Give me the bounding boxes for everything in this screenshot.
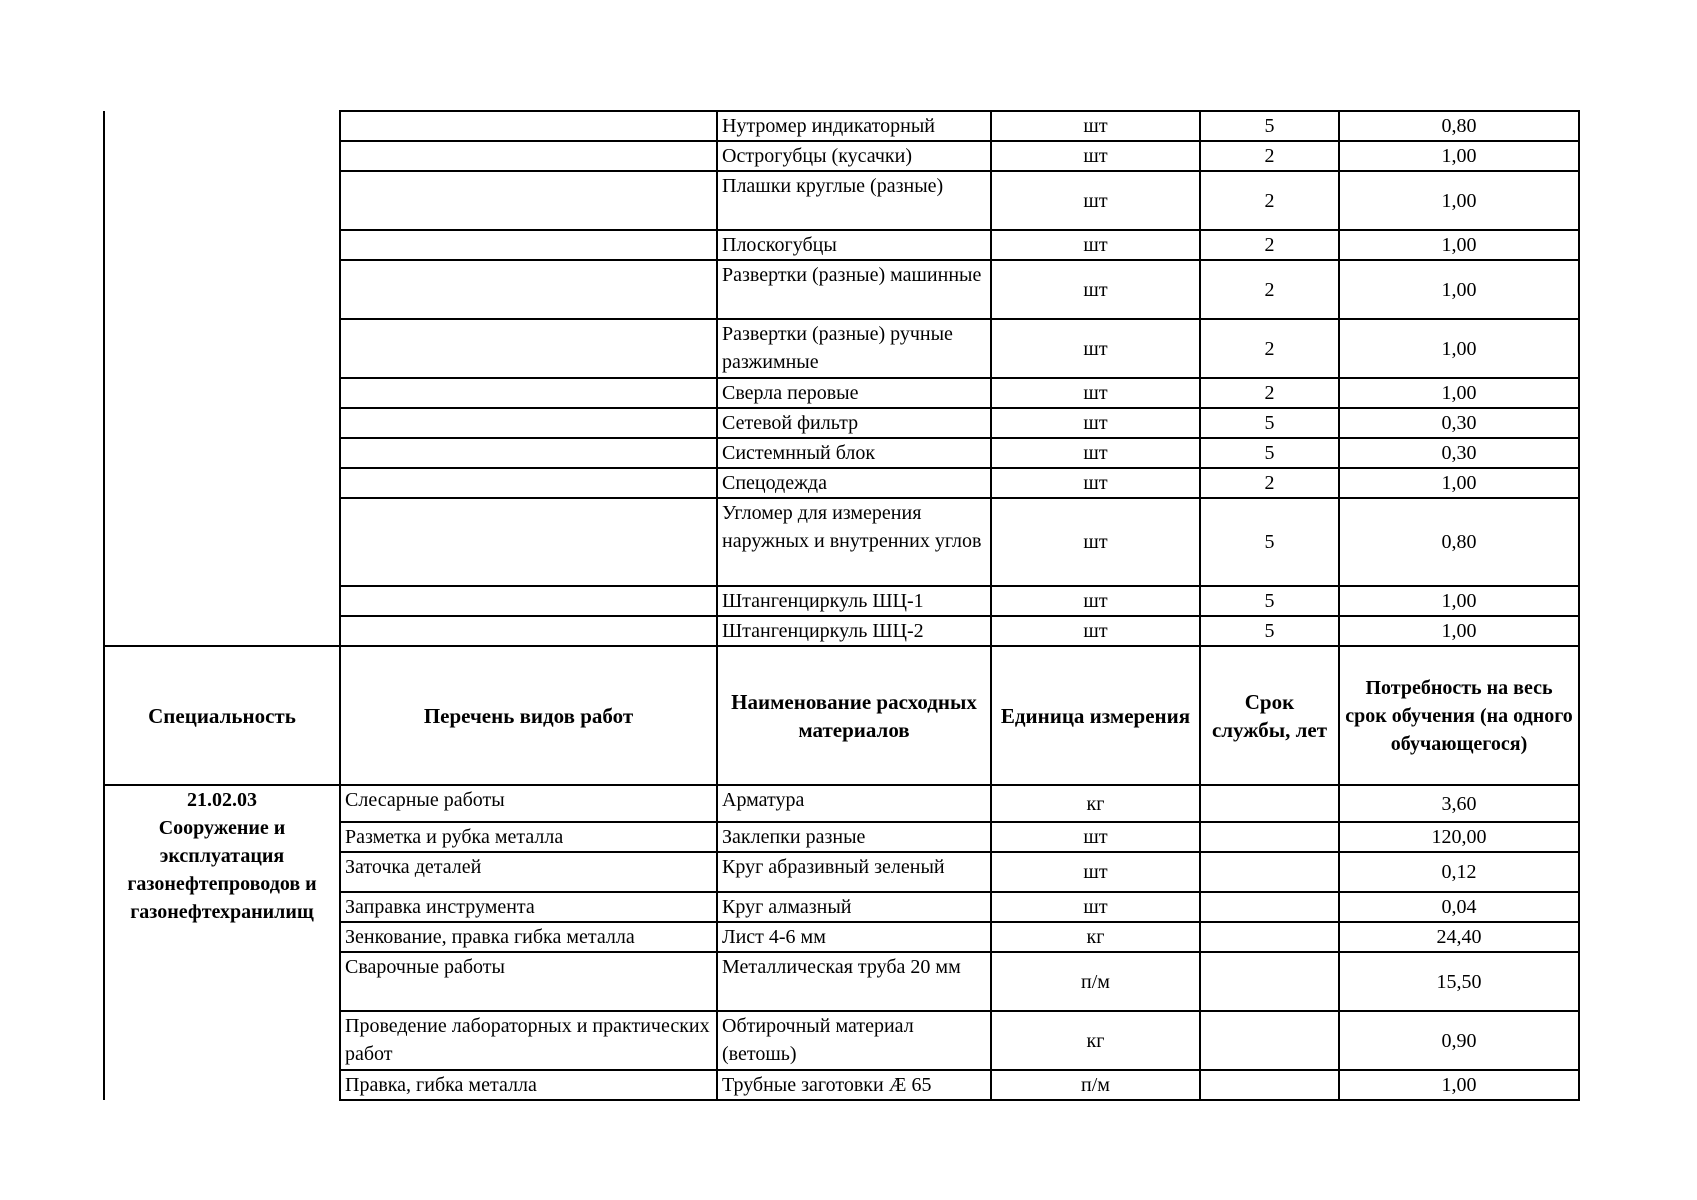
works-cell-empty <box>340 260 717 319</box>
table-row <box>104 438 1579 468</box>
equipment-life: 5 <box>1200 111 1339 141</box>
works-cell-empty <box>340 408 717 438</box>
equipment-need: 0,30 <box>1339 438 1579 468</box>
specialty-code: 21.02.03 <box>187 789 257 811</box>
specialty-cell-empty <box>104 586 340 616</box>
work-type: Заточка деталей <box>340 852 717 892</box>
specialty-cell-empty <box>104 111 340 141</box>
work-type: Слесарные работы <box>340 785 717 822</box>
works-cell-empty <box>340 141 717 171</box>
equipment-name: Развертки (разные) машинные <box>717 260 991 319</box>
specialty-cell-empty <box>104 378 340 408</box>
table-row <box>104 785 1579 822</box>
equipment-name: Штангенциркуль ШЦ-1 <box>717 586 991 616</box>
material-name: Арматура <box>717 785 991 822</box>
material-name: Трубные заготовки Æ 65 <box>717 1070 991 1100</box>
equipment-name: Системнный блок <box>717 438 991 468</box>
material-need: 15,50 <box>1339 952 1579 1011</box>
material-unit: шт <box>991 852 1200 892</box>
equipment-need: 0,80 <box>1339 111 1579 141</box>
material-need: 1,00 <box>1339 1070 1579 1100</box>
works-cell-empty <box>340 171 717 230</box>
work-type: Разметка и рубка металла <box>340 822 717 852</box>
equipment-unit: шт <box>991 230 1200 260</box>
table-row <box>104 498 1579 586</box>
work-type: Правка, гибка металла <box>340 1070 717 1100</box>
specialty-cell-empty <box>104 230 340 260</box>
specialty-cell-empty <box>104 141 340 171</box>
equipment-need: 0,80 <box>1339 498 1579 586</box>
equipment-need: 1,00 <box>1339 586 1579 616</box>
equipment-name: Спецодежда <box>717 468 991 498</box>
material-need: 0,90 <box>1339 1011 1579 1070</box>
equipment-life: 2 <box>1200 260 1339 319</box>
equipment-unit: шт <box>991 260 1200 319</box>
material-unit: шт <box>991 892 1200 922</box>
equipment-life: 2 <box>1200 141 1339 171</box>
works-cell-empty <box>340 498 717 586</box>
equipment-unit: шт <box>991 468 1200 498</box>
works-cell-empty <box>340 378 717 408</box>
material-name: Обтирочный материал (ветошь) <box>717 1011 991 1070</box>
works-cell-empty <box>340 111 717 141</box>
material-life <box>1200 822 1339 852</box>
specialty-cell <box>104 785 340 1100</box>
equipment-unit: шт <box>991 171 1200 230</box>
equipment-need: 1,00 <box>1339 378 1579 408</box>
equipment-need: 1,00 <box>1339 230 1579 260</box>
equipment-life: 2 <box>1200 468 1339 498</box>
work-type: Зенкование, правка гибка металла <box>340 922 717 952</box>
equipment-unit: шт <box>991 111 1200 141</box>
table-row <box>104 616 1579 646</box>
equipment-name: Развертки (разные) ручные разжимные <box>717 319 991 378</box>
equipment-life: 5 <box>1200 498 1339 586</box>
work-type: Заправка инструмента <box>340 892 717 922</box>
table-row <box>104 260 1579 319</box>
document-page <box>103 110 1578 1101</box>
equipment-need: 0,30 <box>1339 408 1579 438</box>
header-works: Перечень видов работ <box>340 646 717 785</box>
material-unit: п/м <box>991 1070 1200 1100</box>
material-unit: п/м <box>991 952 1200 1011</box>
material-unit: кг <box>991 1011 1200 1070</box>
material-need: 120,00 <box>1339 822 1579 852</box>
table-header <box>104 646 1579 785</box>
equipment-name: Сетевой фильтр <box>717 408 991 438</box>
equipment-life: 2 <box>1200 171 1339 230</box>
specialty-cell-empty <box>104 468 340 498</box>
material-name: Металлическая труба 20 мм <box>717 952 991 1011</box>
equipment-need: 1,00 <box>1339 171 1579 230</box>
material-name: Круг алмазный <box>717 892 991 922</box>
equipment-unit: шт <box>991 586 1200 616</box>
equipment-life: 5 <box>1200 616 1339 646</box>
equipment-name: Нутромер индикаторный <box>717 111 991 141</box>
specialty-cell-empty <box>104 498 340 586</box>
works-cell-empty <box>340 319 717 378</box>
table-row <box>104 378 1579 408</box>
header-specialty: Специальность <box>104 646 340 785</box>
equipment-life: 2 <box>1200 230 1339 260</box>
header-material: Наименование расходных материалов <box>717 646 991 785</box>
equipment-life: 5 <box>1200 438 1339 468</box>
specialty-cell-empty <box>104 616 340 646</box>
material-need: 0,04 <box>1339 892 1579 922</box>
table-row <box>104 171 1579 230</box>
equipment-unit: шт <box>991 319 1200 378</box>
header-life: Срок службы, лет <box>1200 646 1339 785</box>
works-cell-empty <box>340 438 717 468</box>
material-unit: шт <box>991 822 1200 852</box>
table-row <box>104 586 1579 616</box>
table-row <box>104 111 1579 141</box>
table-row <box>104 319 1579 378</box>
equipment-unit: шт <box>991 616 1200 646</box>
equipment-need: 1,00 <box>1339 260 1579 319</box>
equipment-name: Сверла перовые <box>717 378 991 408</box>
equipment-unit: шт <box>991 408 1200 438</box>
table-row <box>104 141 1579 171</box>
equipment-rows <box>104 111 1579 646</box>
equipment-need: 1,00 <box>1339 616 1579 646</box>
specialty-cell-empty <box>104 319 340 378</box>
material-need: 0,12 <box>1339 852 1579 892</box>
specialty-cell-empty <box>104 260 340 319</box>
equipment-need: 1,00 <box>1339 319 1579 378</box>
material-life <box>1200 952 1339 1011</box>
equipment-name: Острогубцы (кусачки) <box>717 141 991 171</box>
equipment-life: 2 <box>1200 319 1339 378</box>
equipment-unit: шт <box>991 498 1200 586</box>
table-row <box>104 468 1579 498</box>
equipment-life: 5 <box>1200 408 1339 438</box>
equipment-need: 1,00 <box>1339 141 1579 171</box>
equipment-name: Штангенциркуль ШЦ-2 <box>717 616 991 646</box>
material-name: Лист 4-6 мм <box>717 922 991 952</box>
material-name: Заклепки разные <box>717 822 991 852</box>
works-cell-empty <box>340 586 717 616</box>
equipment-life: 5 <box>1200 586 1339 616</box>
works-cell-empty <box>340 230 717 260</box>
consumables-rows <box>104 785 1579 1100</box>
specialty-name: Сооружение и эксплуатация газонефтепроводов и газонефтехранилищ <box>127 817 317 923</box>
equipment-life: 2 <box>1200 378 1339 408</box>
work-type: Проведение лабораторных и практических работ <box>340 1011 717 1070</box>
materials-table <box>103 110 1580 1101</box>
equipment-unit: шт <box>991 141 1200 171</box>
material-life <box>1200 892 1339 922</box>
work-type: Сварочные работы <box>340 952 717 1011</box>
equipment-unit: шт <box>991 438 1200 468</box>
material-life <box>1200 785 1339 822</box>
works-cell-empty <box>340 616 717 646</box>
specialty-cell-empty <box>104 171 340 230</box>
works-cell-empty <box>340 468 717 498</box>
material-need: 24,40 <box>1339 922 1579 952</box>
material-name: Круг абразивный зеленый <box>717 852 991 892</box>
header-unit: Единица измерения <box>991 646 1200 785</box>
equipment-name: Плоскогубцы <box>717 230 991 260</box>
specialty-cell-empty <box>104 408 340 438</box>
equipment-name: Угломер для измерения наружных и внутренних углов <box>717 498 991 586</box>
table-row <box>104 408 1579 438</box>
table-row <box>104 230 1579 260</box>
material-unit: кг <box>991 922 1200 952</box>
material-life <box>1200 1011 1339 1070</box>
equipment-name: Плашки круглые (разные) <box>717 171 991 230</box>
material-life <box>1200 922 1339 952</box>
header-need: Потребность на весь срок обучения (на одного обучающегося) <box>1339 646 1579 785</box>
material-life <box>1200 852 1339 892</box>
equipment-need: 1,00 <box>1339 468 1579 498</box>
specialty-cell-empty <box>104 438 340 468</box>
equipment-unit: шт <box>991 378 1200 408</box>
material-need: 3,60 <box>1339 785 1579 822</box>
material-life <box>1200 1070 1339 1100</box>
material-unit: кг <box>991 785 1200 822</box>
